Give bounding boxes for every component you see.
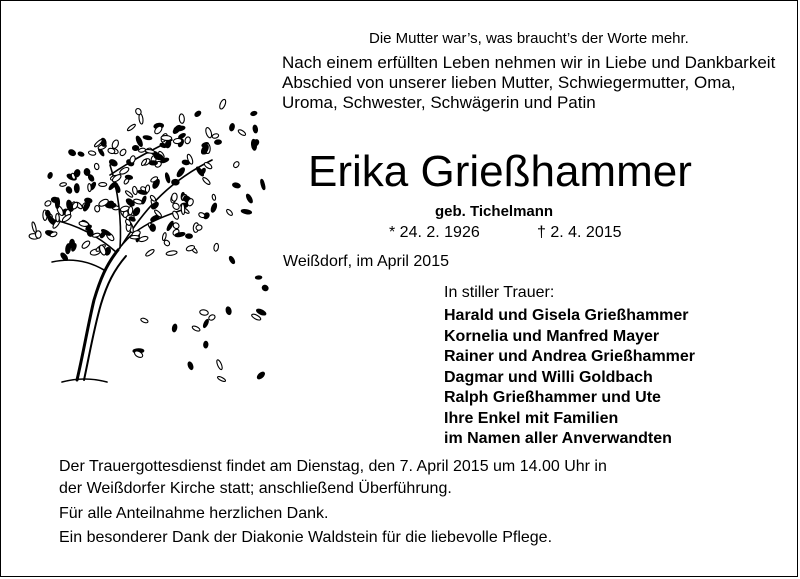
mourner: Harald und Gisela Grießhammer <box>444 307 689 324</box>
leaf-icon <box>202 319 209 328</box>
leaf-icon <box>171 193 178 202</box>
wind-blown-tree-icon <box>22 80 272 390</box>
leaf-icon <box>99 231 106 239</box>
leaf-icon <box>208 314 216 321</box>
leaf-icon <box>229 123 235 131</box>
leaf-icon <box>186 234 193 239</box>
leaf-icon <box>87 229 94 237</box>
leaf-icon <box>210 203 217 213</box>
leaf-icon <box>130 236 139 239</box>
leaf-icon <box>213 243 219 251</box>
mourner: im Namen aller Anverwandten <box>444 430 672 447</box>
leaf-icon <box>232 182 241 188</box>
leaf-icon <box>55 214 59 222</box>
service-notice: Der Trauergottesdienst findet am Dienstag, den 7. April 2015 um 14.00 Uhr in der Weißdorfer Kirche statt; anschließend Überführung. <box>59 458 607 497</box>
leaf-icon <box>165 172 171 183</box>
mourner: Ihre Enkel mit Familien <box>444 409 619 427</box>
grief-label: In stiller Trauer: <box>444 284 555 301</box>
mourners-list <box>444 306 695 450</box>
leaf-icon <box>81 240 91 250</box>
place-date: Weißdorf, im April 2015 <box>283 253 449 270</box>
leaf-icon <box>69 239 74 248</box>
death-date: † 2. 4. 2015 <box>537 224 622 241</box>
special-thanks-text: Ein besonderer Dank der Diakonie Waldstein für die liebevolle Pflege. <box>59 529 553 546</box>
birth-date: * 24. 2. 1926 <box>389 224 480 241</box>
leaf-icon <box>174 125 186 131</box>
motto: Die Mutter war’s, was braucht’s der Worte mehr. <box>369 30 689 47</box>
leaf-icon <box>106 203 116 208</box>
leaf-icon <box>212 194 216 201</box>
leaf-icon <box>251 139 257 150</box>
leaf-icon <box>226 208 234 216</box>
mourner: Dagmar und Willi Goldbach <box>444 368 653 386</box>
leaf-icon <box>214 140 221 145</box>
leaf-icon <box>99 183 107 187</box>
leaf-icon <box>187 361 194 370</box>
leaf-icon <box>88 150 96 156</box>
leaf-icon <box>31 222 37 233</box>
leaf-icon <box>199 309 208 316</box>
leaf-icon <box>241 209 252 215</box>
leaf-icon <box>205 127 213 139</box>
leaf-icon <box>217 376 226 383</box>
leaf-icon <box>228 256 235 265</box>
leaf-icon <box>260 179 266 190</box>
leaf-icon <box>141 196 147 205</box>
leaf-icon <box>68 149 77 157</box>
thanks-text: Für alle Anteilnahme herzlichen Dank. <box>59 505 329 522</box>
mourner: Ralph Grießhammer und Ute <box>444 389 661 406</box>
leaf-icon <box>47 172 53 179</box>
leaf-icon <box>218 99 226 110</box>
leaf-icon <box>150 224 156 232</box>
leaf-icon <box>59 182 66 187</box>
leaf-icon <box>65 186 73 194</box>
leaf-icon <box>255 276 262 280</box>
leaf-icon <box>181 204 185 215</box>
intro-text: Nach einem erfüllten Leben nehmen wir in Liebe und Dankbarkeit Abschied von unserer lieben Mutter, Schwiegermutter, Oma, Uroma, Schwester, Schwägerin und Patin <box>282 53 776 112</box>
leaf-icon <box>172 179 180 185</box>
leaf-icon <box>73 169 80 178</box>
mourner: Rainer und Andrea Grießhammer <box>444 348 696 365</box>
leaf-icon <box>161 135 172 141</box>
leaf-icon <box>194 110 202 117</box>
leaf-icon <box>166 250 178 256</box>
leaf-icon <box>143 135 152 140</box>
leaf-icon <box>232 161 240 169</box>
leaf-icon <box>125 175 133 180</box>
leaf-icon <box>225 306 232 315</box>
deceased-name: Erika Grießhammer <box>308 147 692 196</box>
maiden-name: geb. Tichelmann <box>435 203 554 220</box>
leaf-icon <box>261 284 269 292</box>
leaf-icon <box>256 371 265 380</box>
leaf-icon <box>111 139 120 149</box>
leaf-icon <box>204 341 209 348</box>
leaf-icon <box>173 138 182 144</box>
leaf-icon <box>149 161 157 165</box>
leaf-icon <box>253 125 258 133</box>
leaf-icon <box>129 155 136 164</box>
leaf-icon <box>179 114 185 124</box>
leaf-icon <box>87 174 95 182</box>
leaf-icon <box>216 359 224 370</box>
leaf-icon <box>127 123 137 131</box>
leaf-icon <box>237 129 246 137</box>
leaf-icon <box>172 324 178 333</box>
leaf-icon <box>94 163 100 170</box>
leaf-icon <box>191 325 200 332</box>
mourner: Kornelia und Manfred Mayer <box>444 327 660 345</box>
leaf-icon <box>184 136 191 144</box>
leaf-icon <box>78 151 85 157</box>
leaf-icon <box>198 212 206 219</box>
leaf-icon <box>119 148 127 157</box>
leaf-icon <box>132 145 138 150</box>
leaf-icon <box>55 198 60 209</box>
leaf-icon <box>202 176 211 185</box>
leaf-icon <box>212 133 220 139</box>
leaf-icon <box>44 200 52 207</box>
leaf-icon <box>138 148 146 153</box>
leaf-icon <box>74 184 79 193</box>
leaf-icon <box>88 183 92 191</box>
leaf-icon <box>250 111 257 116</box>
leaf-icon <box>132 186 138 195</box>
leaf-icon <box>245 193 253 203</box>
leaf-icon <box>140 317 148 323</box>
leaf-icon <box>145 248 155 257</box>
